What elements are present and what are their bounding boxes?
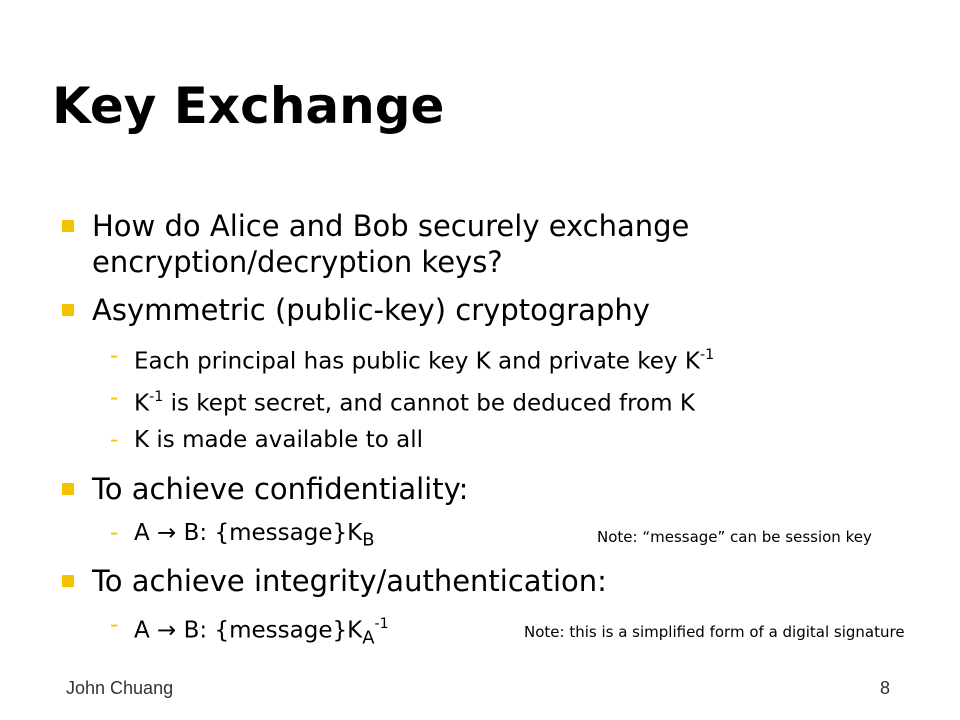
sub-bullet-2-sup: -1: [149, 388, 164, 405]
sub-bullet-2-text: is kept secret, and cannot be deduced from K: [163, 390, 695, 417]
sub-bullet-3: K is made available to all: [134, 427, 424, 453]
footer-author: John Chuang: [66, 678, 174, 698]
sub-bullet-dash: -: [110, 612, 119, 638]
integrity-note: Note: this is a simplified form of a digital signature: [524, 623, 905, 641]
formula-pre: A: [134, 520, 158, 546]
bullet-3: To achieve confidentiality:: [92, 472, 469, 506]
bullet-1-line-1: How do Alice and Bob securely exchange: [92, 209, 690, 243]
sub-bullet-2: [134, 383, 695, 419]
sub-bullet-dash: -: [110, 385, 119, 411]
formula-post: B: {message}K: [176, 520, 363, 546]
confidentiality-formula: [134, 518, 375, 556]
bullet-marker: [62, 575, 74, 587]
formula-subscript: B: [362, 529, 375, 551]
sub-bullet-1-text: Each principal has public key K and private key K: [134, 348, 700, 375]
bullet-marker: [62, 304, 74, 316]
sub-bullet-1-sup: -1: [699, 346, 715, 363]
bullet-marker: [62, 220, 74, 232]
bullet-4: To achieve integrity/authentication:: [92, 564, 607, 598]
bullet-1-line-2: encryption/decryption keys?: [92, 245, 503, 279]
sub-bullet-2-pre: K: [134, 390, 150, 417]
sub-bullet-1: [134, 341, 714, 377]
right-arrow-icon: →: [157, 520, 177, 546]
right-arrow-icon: →: [157, 617, 177, 644]
sub-bullet-dash: -: [110, 427, 119, 453]
formula-sup: -1: [374, 615, 389, 632]
sub-bullet-dash: -: [110, 343, 119, 369]
page-number: 8: [880, 678, 891, 698]
formula-post: B: {message}K: [176, 617, 363, 644]
formula-pre: A: [134, 617, 158, 644]
confidentiality-note: Note: “message” can be session key: [597, 528, 872, 546]
integrity-formula: [134, 610, 389, 653]
sub-bullet-dash: -: [110, 520, 119, 546]
bullet-marker: [62, 483, 74, 495]
bullet-2: Asymmetric (public-key) cryptography: [92, 293, 650, 327]
slide-title: Key Exchange: [52, 77, 445, 135]
formula-subscript: A: [362, 627, 375, 649]
